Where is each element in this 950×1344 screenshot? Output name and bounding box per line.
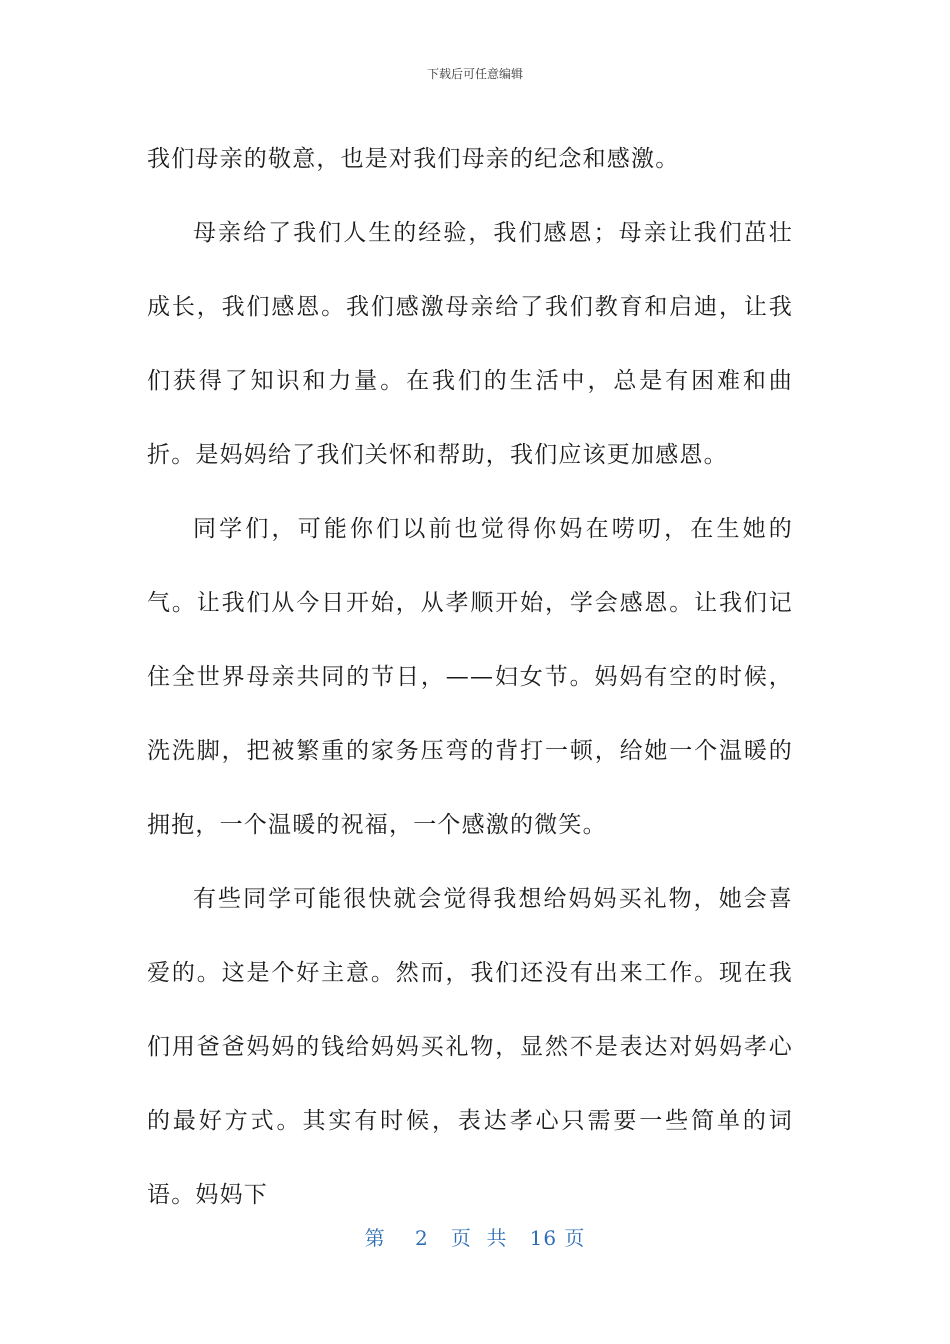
footer-prefix: 第 <box>364 1226 386 1250</box>
footer-middle: 页 共 <box>450 1226 508 1250</box>
paragraph-1: 我们母亲的敬意，也是对我们母亲的纪念和感激。 <box>147 146 680 172</box>
header-note: 下载后可任意编辑 <box>426 67 523 81</box>
paragraph-4: 有些同学可能很快就会觉得我想给妈妈买礼物，她会喜爱的。这是个好主意。然而，我们还没有出来工作。现在我们用爸爸妈妈的钱给妈妈买礼物，显然不是表达对妈妈孝心的最好方式。其实有时候，表达孝心只需要一些简单的词语。妈妈下 <box>147 886 793 1208</box>
footer-total-pages: 16 <box>529 1226 558 1250</box>
paragraph-3: 同学们，可能你们以前也觉得你妈在唠叨，在生她的气。让我们从今日开始，从孝顺开始，学会感恩。让我们记住全世界母亲共同的节日，——妇女节。妈妈有空的时候，洗洗脚，把被繁重的家务压弯的背打一顿，给她一个温暖的拥抱，一个温暖的祝福，一个感激的微笑。 <box>147 516 793 838</box>
footer-suffix: 页 <box>564 1226 586 1250</box>
document-body <box>147 122 793 1232</box>
page-footer <box>0 1224 950 1252</box>
footer-current-page: 2 <box>415 1226 429 1250</box>
paragraph-2: 母亲给了我们人生的经验，我们感恩；母亲让我们茁壮成长，我们感恩。我们感激母亲给了我们教育和启迪，让我们获得了知识和力量。在我们的生活中，总是有困难和曲折。是妈妈给了我们关怀和帮助，我们应该更加感恩。 <box>147 220 793 468</box>
